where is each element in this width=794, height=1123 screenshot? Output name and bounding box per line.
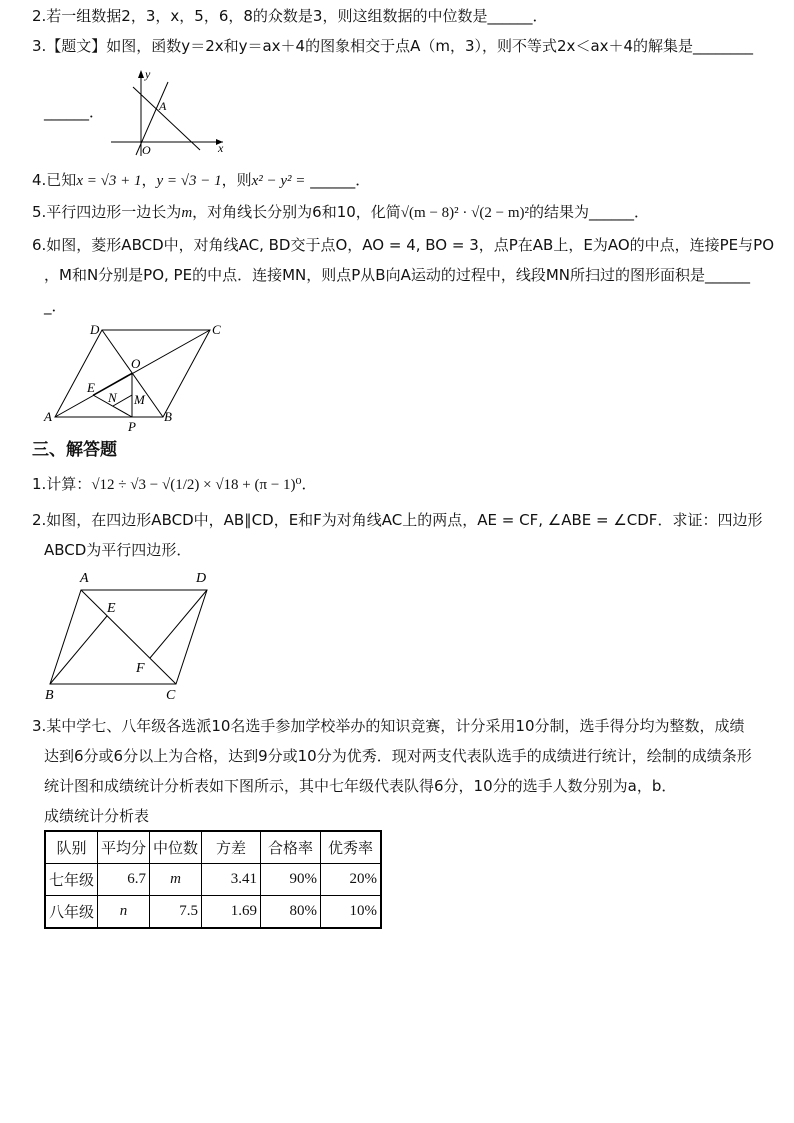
- q3-fig-label-y: y: [145, 67, 151, 81]
- q6-fig-label-n: N: [108, 390, 117, 405]
- q4-prefix: 4.已知: [32, 171, 77, 189]
- q5-m: m: [181, 205, 193, 221]
- table-cell: 10%: [321, 896, 382, 929]
- q3-fig-label-x: x: [218, 141, 224, 155]
- q6-fig-label-p: P: [128, 419, 136, 434]
- q6-fig-label-c: C: [212, 322, 221, 337]
- question-6-line3: _．: [44, 297, 67, 315]
- q3-graph-figure: [105, 64, 235, 158]
- q4-y-expression: y = √3 − 1: [156, 173, 222, 189]
- section-heading: 三、解答题: [32, 440, 117, 460]
- quadrilateral-figure: [40, 566, 230, 706]
- q4-suffix: ______．: [310, 171, 371, 189]
- solve-question-3-line3: 统计图和成绩统计分析表如下图所示，其中七年级代表队得6分，10分的选手人数分别为a，b．: [44, 777, 677, 795]
- table-cell: 20%: [321, 864, 382, 896]
- solve-question-2-line1: 2.如图，在四边形ABCD中，AB∥CD，E和F为对角线AC上的两点，AE = CF, ∠ABE = ∠CDF．求证：四边形: [32, 511, 763, 529]
- question-6-line2: ，M和N分别是PO, PE的中点．连接MN，则点P从B向A运动的过程中，线段MN所扫过的图形面积是______: [44, 266, 750, 284]
- s1-expression: √12 ÷ √3 − √(1/2) × √18 + (π − 1)⁰: [91, 477, 302, 493]
- solve-question-3-line1: 3.某中学七、八年级各选派10名选手参加学校举办的知识竞赛，计分采用10分制，选手得分均为整数，成绩: [32, 717, 745, 735]
- table-cell: 1.69: [202, 896, 261, 929]
- q5-expression: √(m − 8)² · √(2 − m)²: [400, 205, 529, 221]
- s2-fig-label-b: B: [45, 688, 54, 703]
- q6-fig-label-e: E: [87, 380, 95, 395]
- table-header-cell: 队别: [45, 831, 98, 864]
- q4-mid: ，则: [221, 171, 252, 189]
- q5-mid: ，对角线长分别为6和10，化简: [192, 203, 401, 221]
- s2-fig-label-f: F: [136, 661, 145, 676]
- table-header-row: [45, 831, 381, 864]
- q3-fig-label-a: A: [159, 99, 167, 113]
- s2-fig-label-a: A: [80, 571, 89, 586]
- table-cell: 七年级: [45, 864, 98, 896]
- question-4: [32, 170, 370, 191]
- q4-x-expression: x = √3 + 1: [76, 173, 142, 189]
- q6-fig-label-m: M: [134, 392, 145, 407]
- table-header-cell: 平均分: [98, 831, 150, 864]
- s2-fig-label-d: D: [196, 571, 207, 586]
- rhombus-figure: [40, 320, 230, 435]
- s2-fig-label-c: C: [166, 688, 176, 703]
- solve-question-3-line2: 达到6分或6分以上为合格，达到9分或10分为优秀．现对两支代表队选手的成绩进行统计，绘制的成绩条形: [44, 747, 752, 765]
- q6-fig-label-o: O: [131, 356, 141, 371]
- q3-fig-label-o: O: [142, 143, 151, 157]
- table-title: 成绩统计分析表: [44, 807, 150, 825]
- question-6-line1: 6.如图，菱形ABCD中，对角线AC, BD交于点O，AO = 4, BO = 3，点P在AB上，E为AO的中点，连接PE与PO: [32, 236, 775, 254]
- q5-suffix: 的结果为______．: [529, 203, 650, 221]
- question-3-line2: ______．: [44, 103, 105, 121]
- q4-target-expression: x² − y² =: [251, 173, 306, 189]
- table-cell: m: [150, 864, 202, 896]
- q6-fig-label-a: A: [44, 409, 52, 424]
- q4-sep: ，: [141, 171, 157, 189]
- question-5: [32, 202, 649, 223]
- table-cell: 八年级: [45, 896, 98, 929]
- table-row: [45, 896, 381, 929]
- solve-question-2-line2: ABCD为平行四边形．: [44, 541, 192, 559]
- table-cell: n: [98, 896, 150, 929]
- table-cell: 80%: [261, 896, 321, 929]
- q6-fig-label-d: D: [90, 322, 100, 337]
- table-cell: 7.5: [150, 896, 202, 929]
- table-row: [45, 864, 381, 896]
- q6-fig-label-b: B: [164, 409, 172, 424]
- table-header-cell: 中位数: [150, 831, 202, 864]
- table-header-cell: 合格率: [261, 831, 321, 864]
- table-cell: 90%: [261, 864, 321, 896]
- score-statistics-table: [44, 830, 382, 929]
- solve-question-1: [32, 474, 317, 495]
- question-3-line1: 3.【题文】如图，函数y＝2x和y＝ax＋4的图象相交于点A（m，3），则不等式2x＜ax＋4的解集是________: [32, 37, 754, 55]
- table-header-cell: 方差: [202, 831, 261, 864]
- q5-prefix: 5.平行四边形一边长为: [32, 203, 182, 221]
- table-cell: 6.7: [98, 864, 150, 896]
- question-2: 2.若一组数据2，3，x，5，6，8的众数是3，则这组数据的中位数是______．: [32, 7, 548, 25]
- s2-fig-label-e: E: [107, 601, 116, 616]
- s1-suffix: ．: [301, 475, 317, 493]
- s1-prefix: 1.计算：: [32, 475, 92, 493]
- table-header-cell: 优秀率: [321, 831, 382, 864]
- table-cell: 3.41: [202, 864, 261, 896]
